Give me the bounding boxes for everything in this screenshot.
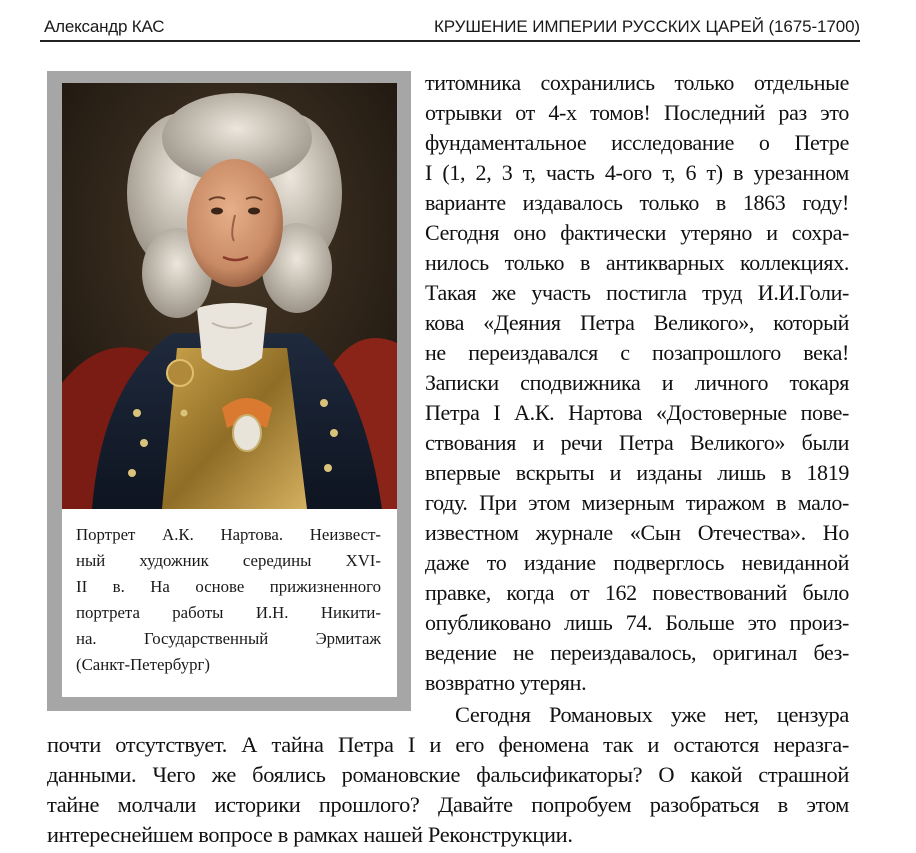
- text-line: впервые вскрыты и изданы лишь в 1819: [425, 460, 849, 485]
- text-line: Сегодня Романовых уже нет, цензура: [455, 702, 849, 727]
- text-line: Такая же участь постигла труд И.И.Голи-: [425, 280, 849, 305]
- text-line: I (1, 2, 3 т, часть 4-ого т, 6 т) в урезанном: [425, 160, 849, 185]
- text-line: ведение не переиздавалось, оригинал без-: [425, 640, 849, 665]
- caption-line: Портрет А.К. Нартова. Неизвест-: [76, 525, 381, 544]
- text-line: данными. Чего же боялись романовские фальсификаторы? О какой страшной: [47, 762, 849, 787]
- text-line: Сегодня оно фактически утеряно и сохра-: [425, 220, 849, 245]
- caption-line: на. Государственный Эрмитаж: [76, 629, 381, 648]
- text-line: не переиздавался с позапрошлого века!: [425, 340, 849, 365]
- portrait-painting: [62, 83, 397, 509]
- text-line: отрывки от 4-х томов! Последний раз это: [425, 100, 849, 125]
- text-line: титомника сохранились только отдельные: [425, 70, 849, 95]
- text-line: известном журнале «Сын Отечества». Но: [425, 520, 849, 545]
- text-line: ствования и речи Петра Великого» были: [425, 430, 849, 455]
- text-line: опубликовано лишь 74. Больше это произ-: [425, 610, 849, 635]
- caption-line: ный художник середины XVI-: [76, 551, 381, 570]
- text-line: даже то издание подверглось невиданной: [425, 550, 849, 575]
- text-line: нилось только в антикварных коллекциях.: [425, 250, 849, 275]
- text-line: возвратно утерян.: [425, 670, 587, 695]
- text-line: правке, когда от 162 повествований было: [425, 580, 849, 605]
- header-author: Александр КАС: [44, 17, 165, 36]
- text-line: Петра I А.К. Нартова «Достоверные пове-: [425, 400, 849, 425]
- figure-caption: [62, 509, 397, 697]
- running-header: [40, 8, 860, 42]
- caption-line: (Санкт-Петербург): [76, 655, 210, 674]
- text-line: интереснейшем вопросе в рамках нашей Реконструкции.: [47, 822, 573, 847]
- text-line: году. При этом мизерным тиражом в мало-: [425, 490, 849, 515]
- caption-line: портрета работы И.Н. Никити-: [76, 603, 381, 622]
- portrait-image: [62, 83, 397, 509]
- text-line: тайне молчали историки прошлого? Давайте попробуем разобраться в этом: [47, 792, 849, 817]
- header-rule: [40, 40, 860, 42]
- text-line: фундаментальное исследование о Петре: [425, 130, 849, 155]
- header-title: КРУШЕНИЕ ИМПЕРИИ РУССКИХ ЦАРЕЙ (1675-1700): [433, 17, 860, 36]
- text-line: варианте издавалось только в 1863 году!: [425, 190, 849, 215]
- text-line: Записки сподвижника и личного токаря: [425, 370, 849, 395]
- text-line: кова «Деяния Петра Великого», который: [425, 310, 849, 335]
- caption-line: II в. На основе прижизненного: [76, 577, 381, 596]
- text-line: почти отсутствует. А тайна Петра I и его феномена так и остаются неразга-: [47, 732, 849, 757]
